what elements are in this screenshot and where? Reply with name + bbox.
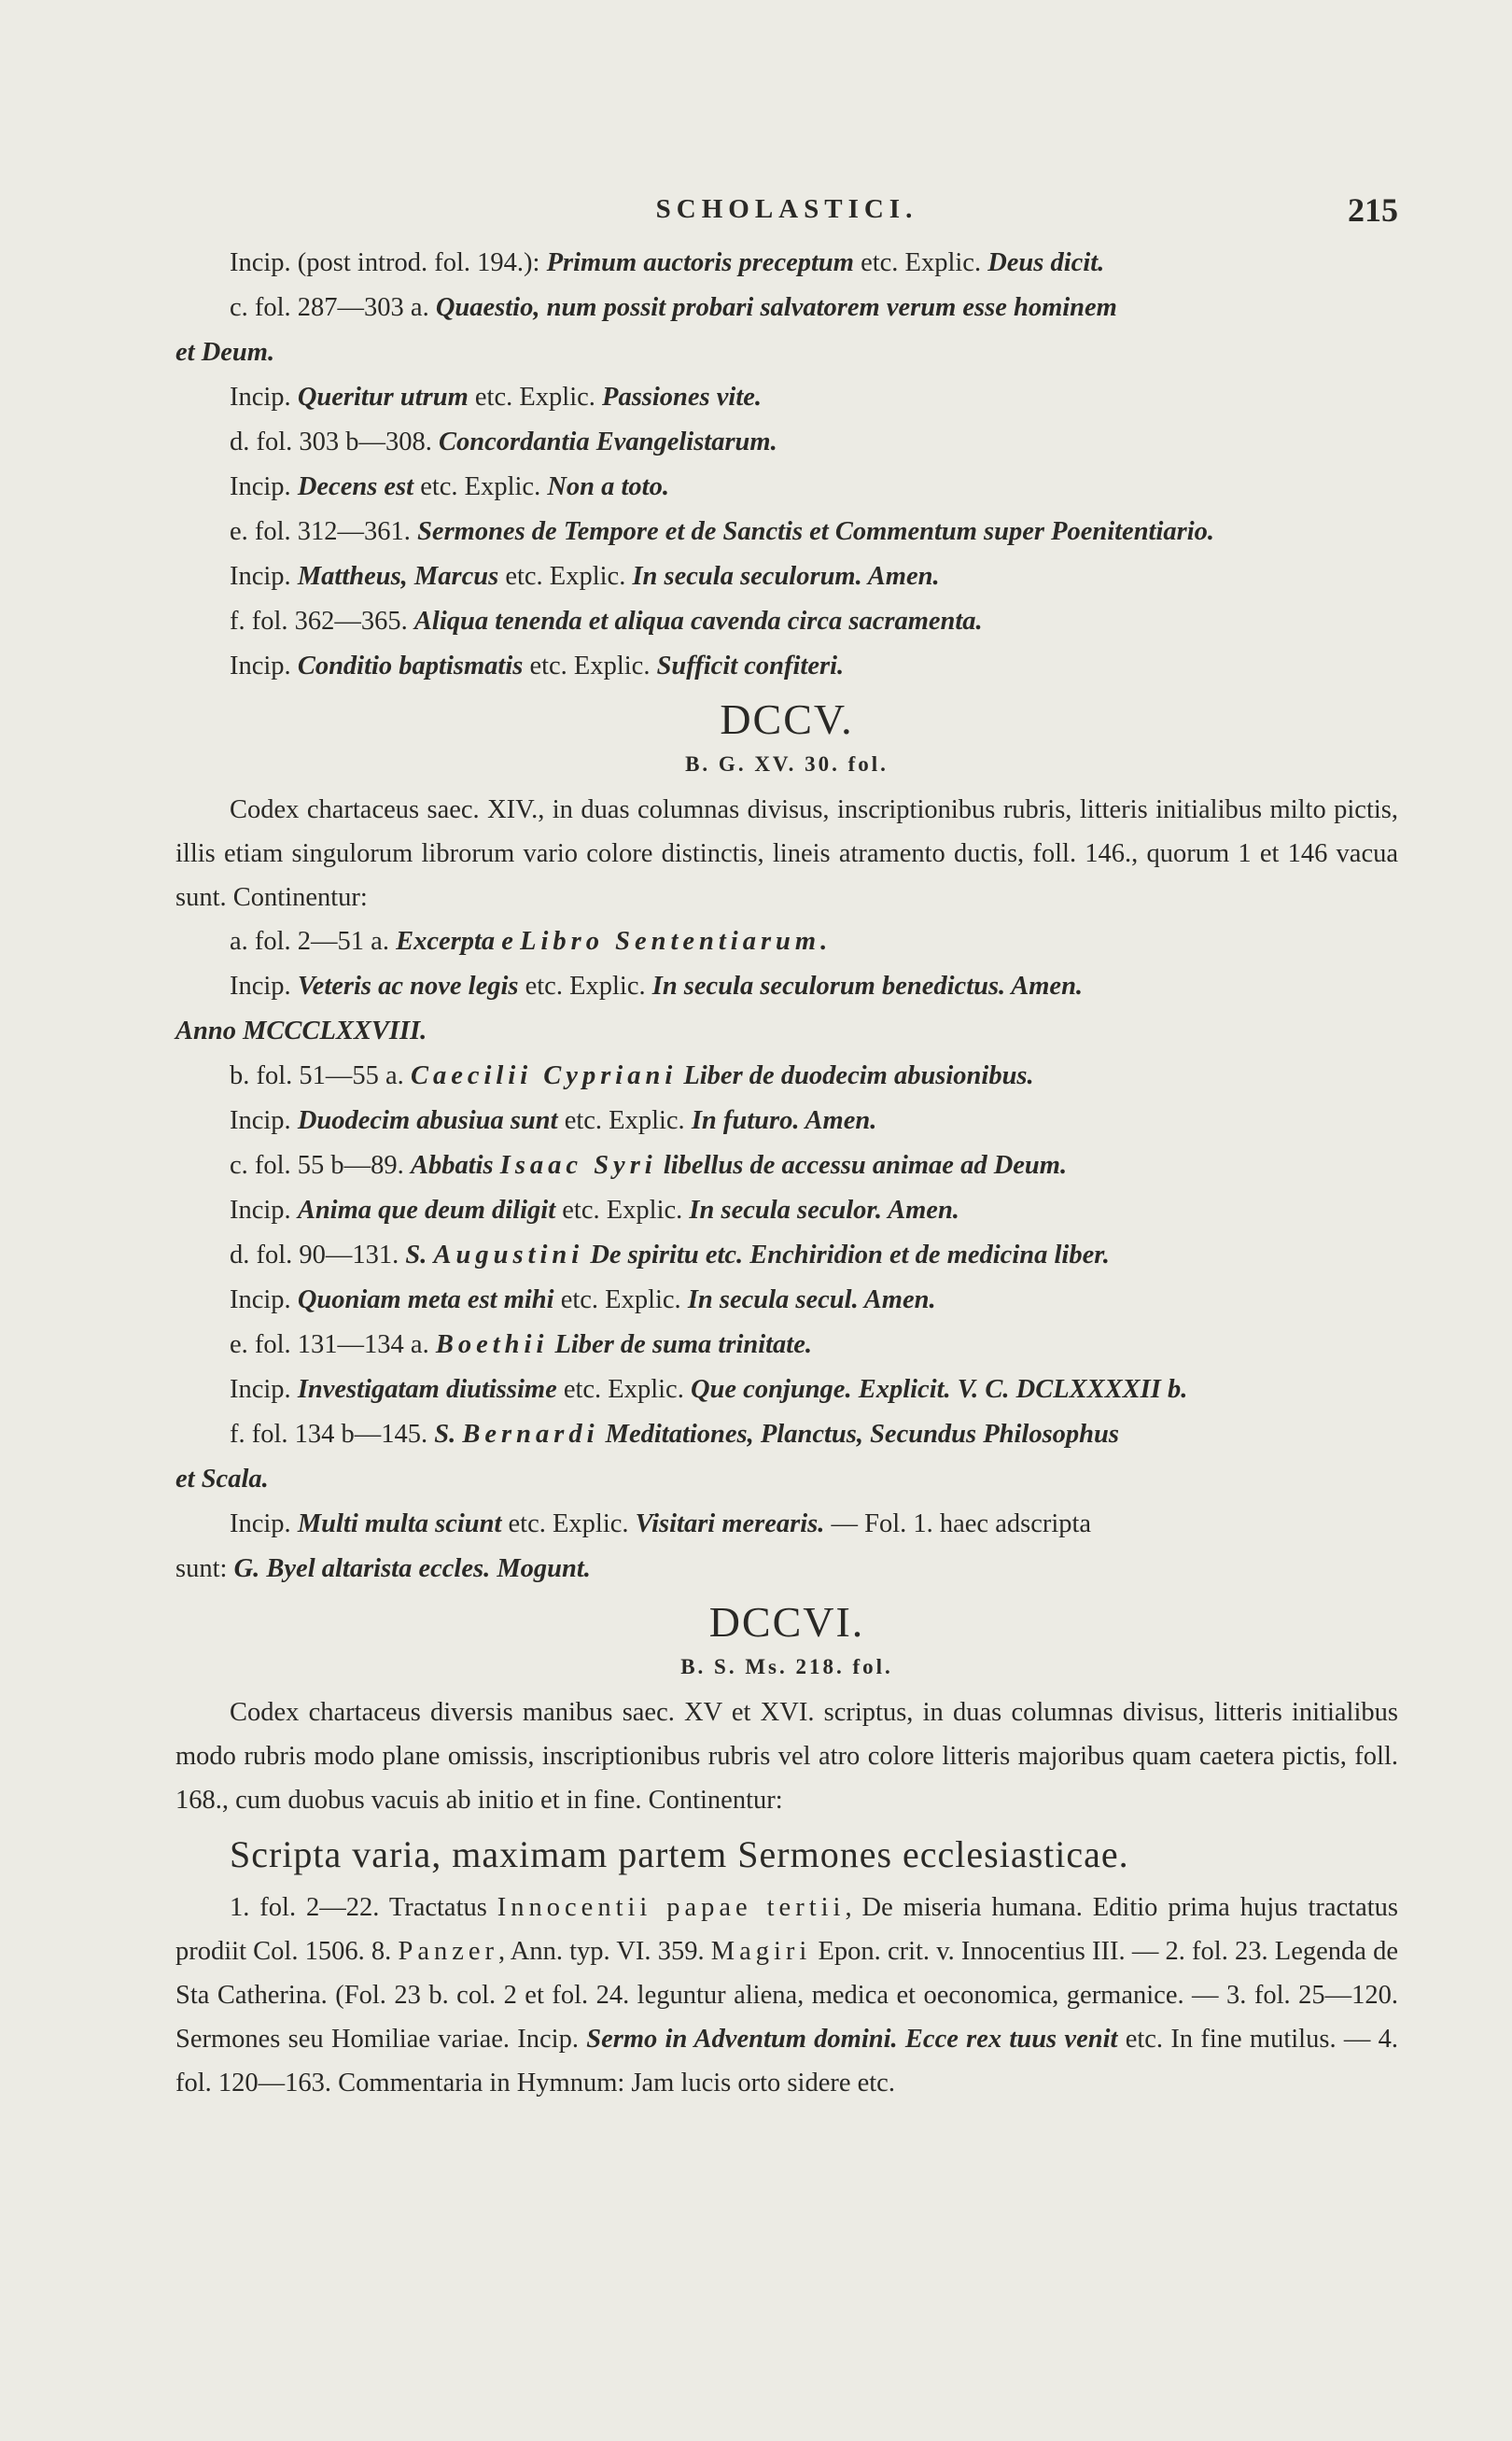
italic-text: De spiritu etc. Enchiridion et de medicina liber. [583, 1241, 1110, 1270]
spaced-name: Panzer [398, 1937, 499, 1966]
entry-line [175, 1502, 1398, 1547]
italic-text: libellus de accessu animae ad Deum. [656, 1151, 1068, 1180]
entry-lines-previous-codex [175, 241, 1398, 689]
text-segment: d. fol. 303 b—308. [230, 428, 440, 456]
entry-line [175, 1054, 1398, 1099]
text-segment: etc. In fine mutilus. — 4. fol. 120—163. Commentaria in Hymnum: Jam lucis orto sidere etc. [175, 2025, 1398, 2097]
text-segment: etc. Explic. [523, 652, 657, 680]
entry-line [175, 375, 1398, 420]
text-segment: f. fol. 362—365. [230, 607, 414, 636]
italic-text: Anno MCCCLXXVIII. [175, 1017, 427, 1045]
text-segment: Incip. [230, 1106, 298, 1135]
running-title: SCHOLASTICI. [655, 194, 918, 224]
italic-text: Primum auctoris preceptum [546, 248, 854, 277]
italic-text: In secula seculor. Amen. [689, 1196, 959, 1225]
italic-text: S. [405, 1241, 434, 1270]
italic-text: Passiones vite. [602, 383, 763, 412]
spaced-name: Magiri [710, 1937, 812, 1966]
italic-text: Anima que deum diligit [297, 1196, 556, 1225]
spaced-italic-name: Bernardi [462, 1420, 599, 1449]
entry-line [175, 1547, 1398, 1592]
spaced-italic-name: Caecilii Cypriani [410, 1061, 678, 1090]
entry-line [175, 1368, 1398, 1412]
italic-text: Que conjunge. Explicit. V. C. DCLXXXXII b. [690, 1375, 1188, 1404]
italic-text: In secula seculorum. Amen. [632, 562, 940, 591]
spaced-italic-name: Boethii [435, 1330, 549, 1359]
spaced-italic-name: Augustini [433, 1241, 584, 1270]
entry-line [175, 1278, 1398, 1323]
italic-text: Liber de duodecim abusionibus. [677, 1061, 1034, 1090]
spaced-italic-name: Isaac Syri [499, 1151, 657, 1180]
italic-text: G. Byel altarista eccles. Mogunt. [233, 1554, 591, 1583]
entry-line [175, 1323, 1398, 1368]
text-segment: 1. fol. 2—22. Tractatus [230, 1893, 497, 1922]
text-segment: d. fol. 90—131. [230, 1241, 406, 1270]
text-segment: Incip. [230, 1509, 298, 1538]
italic-text: Liber de suma trinitate. [548, 1330, 812, 1359]
italic-text: Meditationes, Planctus, Secundus Philosophus [598, 1420, 1119, 1449]
italic-text: et Scala. [175, 1465, 269, 1494]
italic-text: Visitari merearis. [635, 1509, 825, 1538]
text-segment: f. fol. 134 b—145. [230, 1420, 435, 1449]
italic-text: In secula seculorum benedictus. Amen. [651, 972, 1084, 1001]
entry-line [175, 241, 1398, 286]
entry-line [175, 1188, 1398, 1233]
entry-line [175, 644, 1398, 689]
page-number: 215 [1348, 191, 1398, 229]
text-segment: c. fol. 55 b—89. [230, 1151, 411, 1180]
text-segment: Epon. crit. v. Innocentius III. — 2. fol. 23. Legenda de Sta Catherina. (Fol. 23 b. col. 2 et fol. 24. leguntur aliena, medica et oeconomica, germanice. — 3. fol. 25—120. Sermones seu Homiliae variae. Incip. [175, 1937, 1398, 2054]
codex-signature-dccv: B. G. XV. 30. fol. [685, 752, 889, 776]
entry-line [175, 1412, 1398, 1457]
text-segment: etc. Explic. [556, 1375, 691, 1404]
entry-line [175, 1099, 1398, 1143]
entry-line [175, 964, 1398, 1009]
entry-line [175, 1233, 1398, 1278]
italic-text: Veteris ac nove legis [297, 972, 519, 1001]
text-segment: etc. Explic. [553, 1285, 688, 1314]
spaced-name: Innocentii papae tertii [497, 1893, 846, 1922]
spaced-italic-name: Libro Sententiarum. [520, 927, 833, 956]
entry-line [175, 465, 1398, 510]
entry-line [175, 1009, 1398, 1054]
text-segment: c. fol. 287—303 a. [230, 293, 436, 322]
italic-text: et Deum. [175, 338, 275, 367]
codex-number-dccv: DCCV. [720, 695, 854, 743]
italic-text: Sermo in Adventum domini. Ecce rex tuus venit [586, 2025, 1118, 2054]
text-segment: etc. Explic. [413, 472, 548, 501]
text-segment: e. fol. 131—134 a. [230, 1330, 436, 1359]
italic-text: Non a toto. [547, 472, 669, 501]
text-segment: Incip. [230, 972, 298, 1001]
text-segment: , Ann. typ. VI. 359. [498, 1937, 711, 1966]
entry-line [175, 919, 1398, 964]
italic-text: Concordantia Evangelistarum. [439, 428, 777, 456]
subject-title: Scripta varia, maximam partem Sermones ecclesiasticae. [230, 1833, 1129, 1875]
text-segment: b. fol. 51—55 a. [230, 1061, 411, 1090]
contents-paragraph-dccvi [175, 1886, 1398, 2105]
italic-text: In secula secul. Amen. [687, 1285, 936, 1314]
italic-text: Sermones de Tempore et de Sanctis et Commentum super Poenitentiario. [417, 517, 1215, 546]
text-segment: etc. Explic. [518, 972, 652, 1001]
italic-text: Multi multa sciunt [297, 1509, 502, 1538]
italic-text: Quoniam meta est mihi [297, 1285, 554, 1314]
text-segment: etc. Explic. [468, 383, 603, 412]
italic-text: Duodecim abusiua sunt [297, 1106, 558, 1135]
text-segment: a. fol. 2—51 a. [230, 927, 397, 956]
codex-description-dccvi: Codex chartaceus diversis manibus saec. XV et XVI. scriptus, in duas columnas divisus, litteris initialibus modo rubris modo plane omissis, inscriptionibus rubris vel atro colore litteris majoribus quam caetera pictis, foll. 168., cum duobus vacuis ab initio et in fine. Continentur: [175, 1698, 1398, 1815]
italic-text: Queritur utrum [297, 383, 469, 412]
entry-line [175, 1143, 1398, 1188]
text-segment: Incip. [230, 472, 298, 501]
codex-number-dccvi: DCCVI. [708, 1598, 865, 1646]
page-text [175, 191, 1398, 2105]
text-segment: Incip. [230, 652, 298, 680]
italic-text: Mattheus, Marcus [297, 562, 499, 591]
text-segment: etc. Explic. [555, 1196, 690, 1225]
text-segment: etc. Explic. [501, 1509, 636, 1538]
codex-signature-dccvi: B. S. Ms. 218. fol. [680, 1655, 893, 1678]
text-segment: e. fol. 312—361. [230, 517, 418, 546]
page-header [175, 191, 1398, 241]
italic-text: Abbatis [410, 1151, 500, 1180]
entry-lines-dccv [175, 919, 1398, 1592]
entry-line [175, 1457, 1398, 1502]
italic-text: Deus dicit. [987, 248, 1105, 277]
italic-text: Quaestio, num possit probari salvatorem verum esse hominem [435, 293, 1117, 322]
entry-line [175, 554, 1398, 599]
codex-description-dccv: Codex chartaceus saec. XIV., in duas columnas divisus, inscriptionibus rubris, litteris initialibus milto pictis, illis etiam singulorum librorum vario colore distinctis, lineis atramento ductis, foll. 146., quorum 1 et 146 vacua sunt. Continentur: [175, 795, 1398, 912]
text-segment: Incip. (post introd. fol. 194.): [230, 248, 547, 277]
text-segment: etc. Explic. [498, 562, 633, 591]
entry-line [175, 599, 1398, 644]
entry-line [175, 510, 1398, 554]
entry-line [175, 420, 1398, 465]
entry-line [175, 286, 1398, 330]
italic-text: S. [434, 1420, 463, 1449]
italic-text: Conditio baptismatis [297, 652, 524, 680]
italic-text: Sufficit confiteri. [656, 652, 845, 680]
italic-text: Decens est [297, 472, 414, 501]
text-segment: sunt: [175, 1554, 234, 1583]
text-segment: Incip. [230, 1285, 298, 1314]
text-segment: etc. Explic. [853, 248, 988, 277]
text-segment: Incip. [230, 1375, 298, 1404]
text-segment: — Fol. 1. haec adscripta [824, 1509, 1092, 1538]
text-segment: , De miseria humana. Editio prima hujus tractatus prodiit Col. 1506. 8. [175, 1893, 1398, 1966]
text-segment: Incip. [230, 562, 298, 591]
italic-text: Excerpta e [396, 927, 521, 956]
italic-text: Aliqua tenenda et aliqua cavenda circa sacramenta. [413, 607, 983, 636]
entry-line [175, 330, 1398, 375]
text-segment: Incip. [230, 383, 298, 412]
text-segment: Incip. [230, 1196, 298, 1225]
italic-text: Investigatam diutissime [297, 1375, 557, 1404]
text-segment: etc. Explic. [557, 1106, 692, 1135]
italic-text: In futuro. Amen. [691, 1106, 877, 1135]
